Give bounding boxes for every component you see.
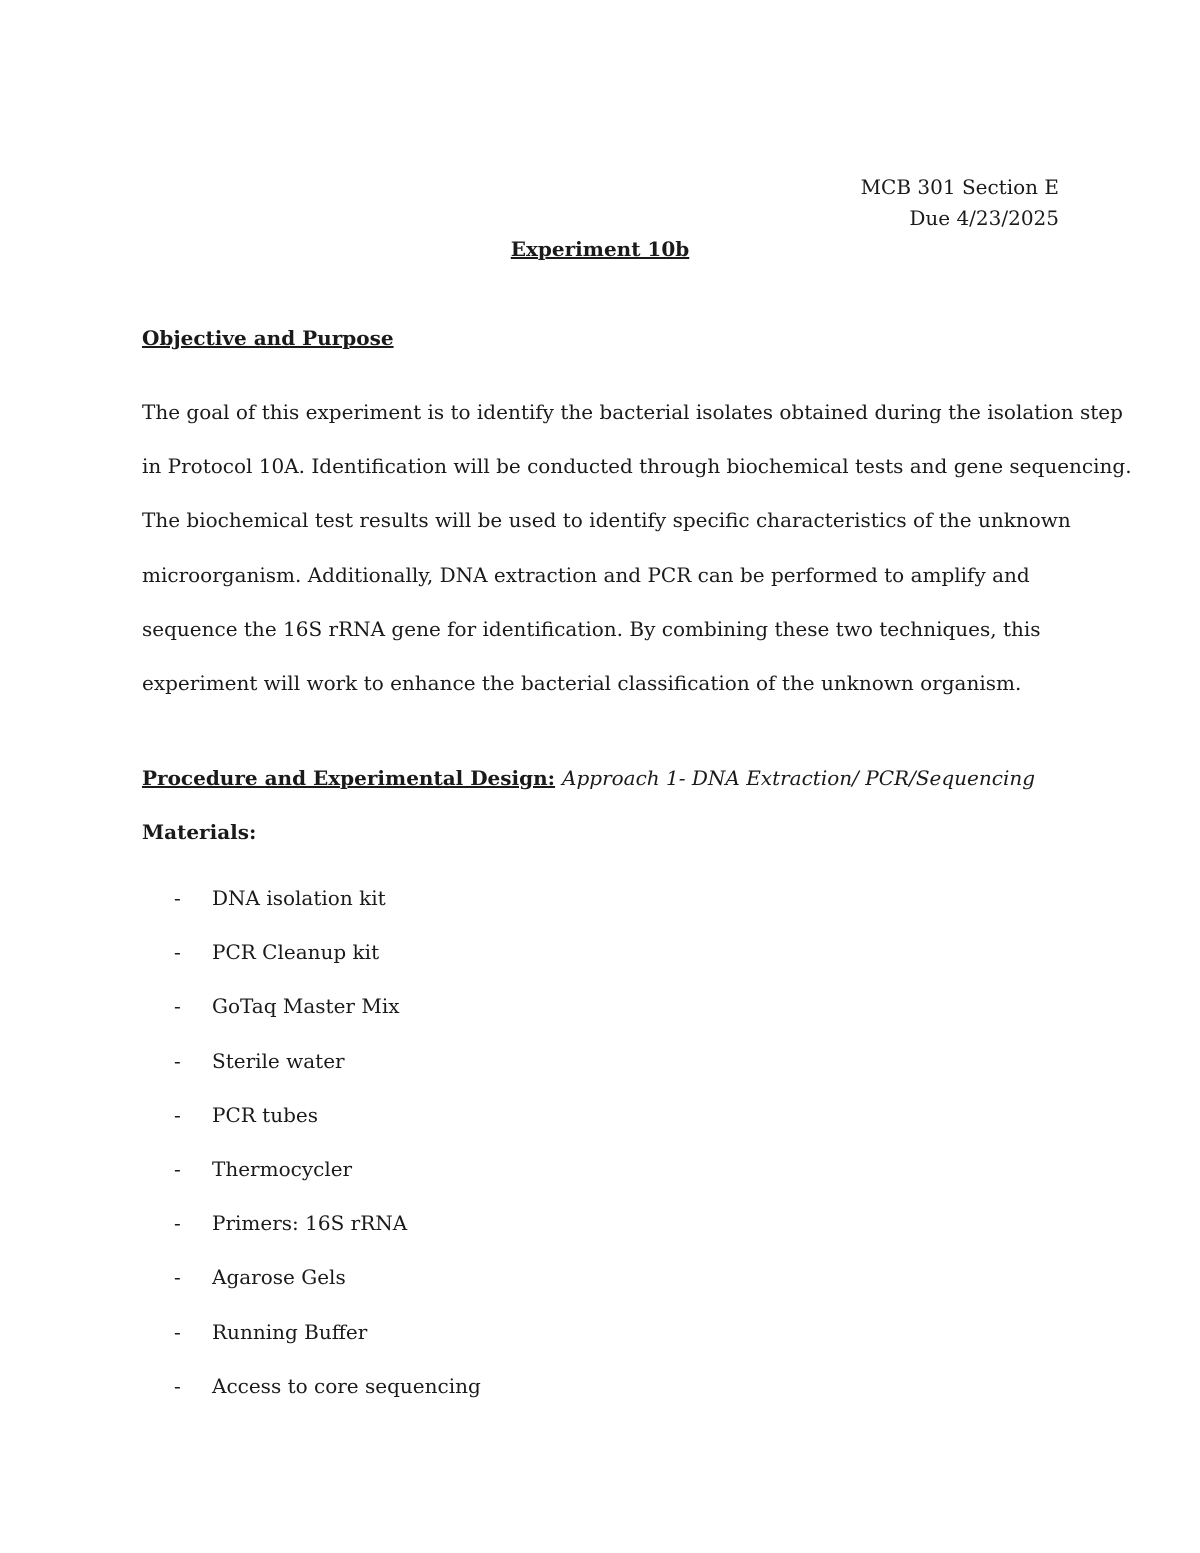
bullet-dash: - — [174, 994, 181, 1019]
bullet-dash: - — [174, 1157, 181, 1182]
paragraph-line: microorganism. Additionally, DNA extraction and PCR can be performed to amplify and — [142, 562, 1030, 587]
material-name: PCR tubes — [212, 1102, 318, 1127]
list-item — [142, 1250, 481, 1304]
list-item — [142, 1142, 481, 1196]
list-item — [142, 1359, 481, 1413]
procedure-heading — [142, 763, 1035, 794]
list-item — [142, 1305, 481, 1359]
bullet-dash: - — [174, 1102, 181, 1127]
bullet-dash: - — [174, 1048, 181, 1073]
list-item — [142, 871, 481, 925]
material-name: DNA isolation kit — [212, 886, 386, 910]
due-date: Due 4/23/2025 — [909, 206, 1059, 230]
materials-label: Materials: — [142, 820, 257, 844]
bullet-dash: - — [174, 886, 181, 910]
list-item — [142, 979, 481, 1033]
materials-list — [142, 871, 481, 1413]
document-title: Experiment 10b — [510, 237, 690, 261]
bullet-dash: - — [174, 1211, 181, 1236]
material-name: GoTaq Master Mix — [212, 994, 400, 1019]
material-name: Thermocycler — [212, 1157, 353, 1182]
paragraph-line: in Protocol 10A. Identification will be conducted through biochemical tests and gene sequencing. — [142, 454, 1132, 479]
material-name: Running Buffer — [212, 1319, 368, 1344]
list-item — [142, 1034, 481, 1088]
material-name: Primers: 16S rRNA — [212, 1211, 408, 1236]
objective-heading — [142, 323, 394, 354]
procedure-heading-text: Procedure and Experimental Design: — [142, 766, 556, 790]
course-section: MCB 301 Section E — [860, 175, 1059, 199]
header-block — [861, 172, 1059, 234]
material-name: PCR Cleanup kit — [212, 940, 380, 965]
bullet-dash: - — [174, 1265, 181, 1290]
material-name: Agarose Gels — [212, 1265, 346, 1290]
bullet-dash: - — [174, 940, 181, 965]
bullet-dash: - — [174, 1319, 181, 1344]
objective-paragraph — [142, 385, 1132, 710]
paragraph-line: The biochemical test results will be used to identify specific characteristics of the unknown — [142, 508, 1071, 533]
paragraph-line: The goal of this experiment is to identify the bacterial isolates obtained during the isolation step — [142, 400, 1123, 424]
list-item — [142, 925, 481, 979]
paragraph-line: sequence the 16S rRNA gene for identification. By combining these two techniques, this — [142, 616, 1041, 641]
material-name: Sterile water — [212, 1048, 345, 1073]
list-item — [142, 1196, 481, 1250]
procedure-subheading: Approach 1- DNA Extraction/ PCR/Sequencing — [562, 766, 1036, 790]
paragraph-line: experiment will work to enhance the bacterial classification of the unknown organism. — [142, 671, 1022, 696]
objective-heading-text: Objective and Purpose — [142, 326, 394, 350]
material-name: Access to core sequencing — [212, 1373, 481, 1398]
list-item — [142, 1088, 481, 1142]
bullet-dash: - — [174, 1373, 181, 1398]
